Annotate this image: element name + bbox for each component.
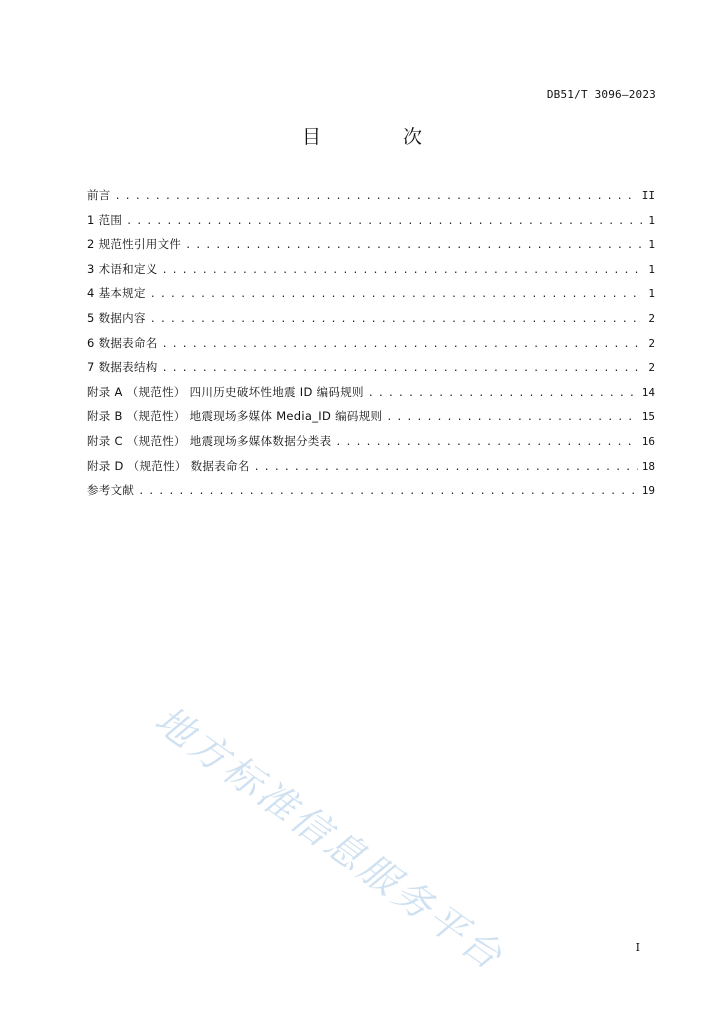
- dot-leader: [126, 210, 644, 235]
- toc-entry-page: 2: [648, 361, 655, 375]
- toc-entry-table-naming[interactable]: [87, 331, 655, 356]
- toc-entry-title: 2 规范性引用文件: [87, 237, 182, 252]
- toc-entry-scope[interactable]: [87, 208, 655, 233]
- toc-entry-title: 附录 B （规范性） 地震现场多媒体 Media_ID 编码规则: [87, 409, 383, 424]
- toc-entry-data-content[interactable]: [87, 306, 655, 331]
- page-title: 目 次: [301, 126, 461, 148]
- toc-entry-page: II: [641, 189, 655, 202]
- dot-leader: [185, 234, 644, 259]
- toc-entry-foreword[interactable]: [87, 183, 655, 208]
- toc-entry-title: 前言: [87, 188, 111, 202]
- toc-entry-page: 2: [648, 336, 655, 350]
- toc-entry-page: 1: [648, 238, 655, 252]
- toc-entry-normative-references[interactable]: [87, 232, 655, 257]
- toc-entry-basic-provisions[interactable]: [87, 281, 655, 306]
- toc-entry-appendix-c[interactable]: [87, 429, 655, 454]
- toc-entry-title: 7 数据表结构: [87, 360, 158, 375]
- toc-entry-title: 3 术语和定义: [87, 261, 158, 276]
- toc-entry-page: 2: [648, 311, 655, 325]
- toc-entry-title: 附录 C （规范性） 地震现场多媒体数据分类表: [87, 433, 332, 448]
- toc-entry-title: 1 范围: [87, 212, 123, 227]
- toc-entry-title: 附录 A （规范性） 四川历史破坏性地震 ID 编码规则: [87, 384, 364, 399]
- dot-leader: [162, 259, 645, 284]
- table-of-contents: [87, 183, 655, 503]
- toc-entry-appendix-d[interactable]: [87, 454, 655, 479]
- toc-entry-terms-definitions[interactable]: [87, 257, 655, 282]
- toc-entry-bibliography[interactable]: [87, 478, 655, 503]
- dot-leader: [368, 382, 638, 407]
- toc-entry-page: 1: [648, 262, 655, 276]
- toc-entry-page: 16: [641, 434, 655, 448]
- dot-leader: [162, 333, 645, 358]
- toc-entry-page: 19: [641, 484, 655, 498]
- toc-entry-title: 附录 D （规范性） 数据表命名: [87, 458, 250, 473]
- toc-entry-title: 6 数据表命名: [87, 335, 158, 350]
- toc-entry-page: 1: [648, 287, 655, 301]
- dot-leader: [150, 283, 645, 308]
- page-number: I: [635, 941, 640, 954]
- toc-entry-page: 14: [641, 385, 655, 399]
- dot-leader: [162, 357, 645, 382]
- toc-entry-title: 参考文献: [87, 483, 135, 498]
- toc-entry-page: 1: [648, 213, 655, 227]
- standard-number: DB51/T 3096—2023: [546, 88, 656, 101]
- toc-entry-page: 18: [641, 459, 655, 473]
- dot-leader: [386, 406, 637, 431]
- toc-entry-page: 15: [641, 410, 655, 424]
- toc-entry-appendix-b[interactable]: [87, 404, 655, 429]
- dot-leader: [115, 185, 638, 210]
- dot-leader: [150, 308, 645, 333]
- watermark-text: 地方标准信息服务平台: [146, 697, 513, 980]
- dot-leader: [138, 480, 638, 505]
- toc-entry-title: 5 数据内容: [87, 310, 146, 325]
- dot-leader: [254, 456, 638, 481]
- toc-entry-appendix-a[interactable]: [87, 380, 655, 405]
- dot-leader: [335, 431, 637, 456]
- toc-entry-table-structure[interactable]: [87, 355, 655, 380]
- toc-entry-title: 4 基本规定: [87, 286, 146, 301]
